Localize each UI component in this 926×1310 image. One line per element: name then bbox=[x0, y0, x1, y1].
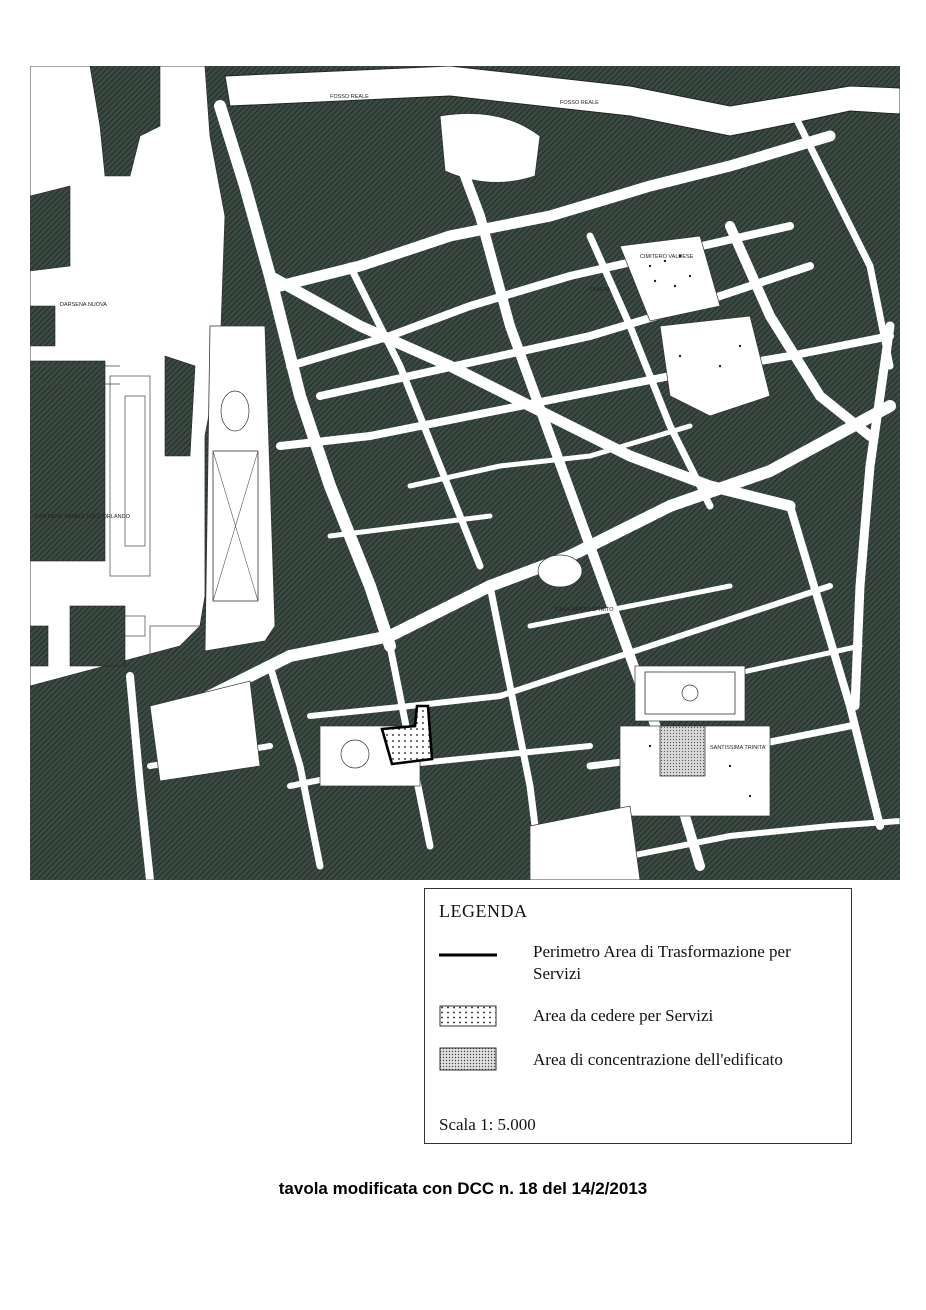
stippled-box-symbol bbox=[439, 1047, 497, 1071]
caption: tavola modificata con DCC n. 18 del 14/2/2013 bbox=[278, 1179, 648, 1198]
legend-box bbox=[424, 888, 852, 1144]
dotted-box-symbol bbox=[439, 1005, 497, 1027]
label-casa-santo-spirito: CASA SANTO SPIRITO bbox=[555, 607, 614, 613]
label-darsena-nuova: DARSENA NUOVA bbox=[60, 302, 107, 308]
label-santissima-trinita: SANTISSIMA TRINITA' bbox=[710, 745, 767, 751]
church-block bbox=[660, 726, 705, 776]
legend-label-area-concentrazione: Area di concentrazione dell'edificato bbox=[533, 1050, 783, 1069]
label-cimitero: CIMITERO VALDESE bbox=[640, 254, 694, 260]
label-fosso-reale-2: FOSSO REALE bbox=[560, 100, 599, 106]
legend-label-perimeter: Perimetro Area di Trasformazione per Servizi bbox=[533, 942, 791, 983]
scale-label: Scala 1: 5.000 bbox=[439, 1115, 536, 1134]
label-fosso-reale-1: FOSSO REALE bbox=[330, 94, 369, 100]
legend-title: LEGENDA bbox=[439, 901, 528, 921]
label-chiesa: CHIESA bbox=[590, 287, 611, 293]
label-cantiere-navale: CANTIERE NAVALE LUIGI ORLANDO bbox=[35, 514, 130, 520]
legend-label-area-cedere: Area da cedere per Servizi bbox=[533, 1006, 714, 1025]
oval-piazza bbox=[221, 391, 249, 431]
city-map bbox=[30, 66, 900, 880]
thick-line-symbol bbox=[439, 951, 499, 959]
